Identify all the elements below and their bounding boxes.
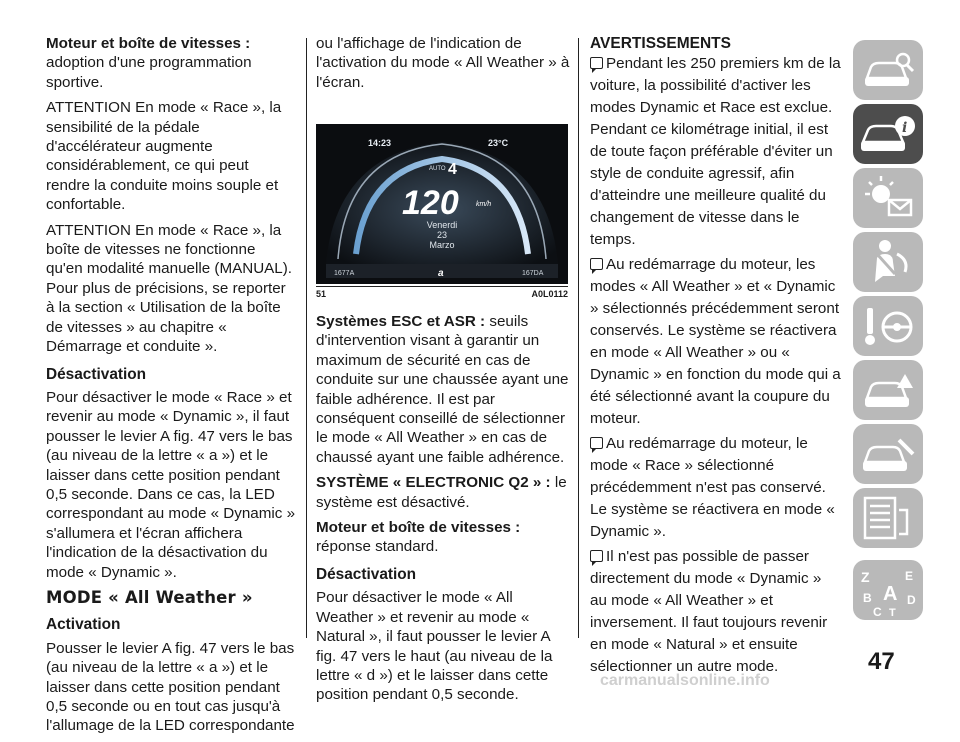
cluster-month: Marzo [429, 240, 455, 250]
svg-text:B: B [863, 591, 872, 605]
cluster-gear: 4 [448, 161, 457, 178]
cluster-odometer-right: 167DA [522, 270, 544, 277]
watermark: carmanualsonline.info [600, 672, 770, 689]
sidebar-tab-seatbelt-airbag[interactable] [853, 232, 923, 292]
svg-text:C: C [873, 605, 882, 619]
column-right [590, 34, 842, 681]
paragraph: adoption d'une programmation sportive. [46, 54, 252, 91]
car-search-icon [853, 40, 923, 100]
svg-text:E: E [905, 569, 914, 583]
alphabetical-index-icon [853, 560, 923, 620]
electronic-q2-text: le système est désactivé. [316, 474, 567, 511]
paragraph-esc [316, 312, 570, 467]
warning-lights-icon [853, 168, 923, 228]
cluster-time: 14:23 [368, 138, 392, 148]
warning-item: Au redémarrage du moteur, les modes « All Weather » et « Dynamic » sélectionnés précédemment seront conservés. Le système se réactivera en mode « All Weather » ou « Dynamic » en fonction du mode qui a été sélectionné avant la coupure du moteur. [590, 256, 841, 428]
sidebar-tab-key-steering[interactable] [853, 296, 923, 356]
sidebar-tab-specifications[interactable] [853, 488, 923, 548]
svg-text:Z: Z [861, 569, 870, 585]
figure-number: 51 [316, 289, 327, 299]
esc-text: seuils d'intervention visant à garantir un maximum de sécurité en cas de conduite sur une chaussée ayant une faible adhérence. Il est par conséquent conseillé de sélectionner le mode « All Weather » en cas de chaussé ayant une faible adhérence. [316, 313, 569, 466]
svg-text:A: A [883, 583, 898, 605]
paragraph: ATTENTION En mode « Race », la boîte de vitesses ne fonctionne qu'en modalité manuelle (MANUAL). Pour plus de précisions, se reporter à la section « Utilisation de la boîte de vitesses » au chapitre « Démarrage et conduite ». [46, 221, 293, 356]
warnings-title: AVERTISSEMENTS [590, 35, 731, 52]
instrument-cluster-image [316, 124, 568, 284]
warning-item: Il n'est pas possible de passer directement du mode « Dynamic » au mode « All Weather » et inversement. Il faut toujours revenir en mode « Natural » et ensuite sélectionner un autre mode. [590, 548, 828, 676]
car-info-icon [853, 104, 923, 164]
svg-text:T: T [889, 607, 896, 619]
cluster-gear-mode: AUTO [429, 166, 446, 172]
warning-bullet-icon [590, 258, 603, 270]
heading-deactivation: Désactivation [316, 565, 417, 583]
electronic-q2-label: SYSTÈME « ELECTRONIC Q2 » : [316, 474, 551, 492]
warning-bullet-icon [590, 437, 603, 449]
column-middle [316, 34, 570, 98]
warning-bullet-icon [590, 57, 603, 69]
paragraph: réponse standard. [316, 538, 439, 556]
heading-engine-gearbox: Moteur et boîte de vitesses : [46, 35, 251, 52]
car-maintenance-icon [853, 424, 923, 484]
page-number: 47 [868, 648, 895, 675]
sidebar-tab-car-search[interactable] [853, 40, 923, 100]
cluster-temperature: 23°C [488, 138, 509, 148]
cluster-mode-letter: a [438, 268, 444, 279]
section-title-all-weather: MODE « All Weather » [46, 587, 253, 607]
seatbelt-airbag-icon [853, 232, 923, 292]
column-middle-lower [316, 312, 570, 711]
column-divider [306, 38, 307, 638]
car-emergency-icon [853, 360, 923, 420]
figure-caption [316, 286, 568, 301]
paragraph: Pour désactiver le mode « Race » et revenir au mode « Dynamic », il faut pousser le levier A fig. 47 vers le bas (au niveau de la lettre « a ») et le laisser dans cette position pendant 0,5 seconde. Dans ce cas, la LED correspondant au mode « Dynamic » s'allumera et l'écran affichera l'indication de la désactivation du mode « Dynamic ». [46, 388, 296, 581]
heading-activation: Activation [46, 616, 121, 634]
sidebar-tab-warning-lights[interactable] [853, 168, 923, 228]
cluster-speed: 120 [402, 184, 459, 222]
heading-deactivation: Désactivation [46, 365, 147, 383]
svg-text:D: D [907, 593, 916, 607]
instrument-cluster-figure [316, 124, 568, 284]
svg-text:i: i [902, 120, 908, 136]
heading-engine-gearbox: Moteur et boîte de vitesses : [316, 519, 521, 537]
paragraph: Pour désactiver le mode « All Weather » et revenir au mode « Natural », il faut pousser le levier A fig. 47 vers le haut (au niveau de la lettre « d ») et le laisser dans cette position pendant 0,5 seconde. [316, 589, 553, 704]
cluster-speed-unit: km/h [476, 201, 492, 208]
sidebar-tab-car-emergency[interactable] [853, 360, 923, 420]
cluster-date: 23 [436, 230, 448, 240]
warning-bullet-icon [590, 550, 603, 562]
esc-label: Systèmes ESC et ASR : [316, 313, 486, 330]
paragraph-electronic-q2 [316, 473, 570, 512]
warning-item: Pendant les 250 premiers km de la voiture, la possibilité d'activer les modes Dynamic et Race est exclue. Pendant ce kilométrage initial, il est de toute façon préférable d'éviter un style de conduite agressif, afin d'atteindre une meilleure qualité du changement de vitesse dans le temps. [590, 55, 841, 249]
sidebar-tab-car-info[interactable] [853, 104, 923, 164]
sidebar-tab-car-maintenance[interactable] [853, 424, 923, 484]
key-steering-wheel-icon [853, 296, 923, 356]
column-divider [578, 38, 579, 638]
paragraph: Pousser le levier A fig. 47 vers le bas (au niveau de la lettre « a ») et le laisser dans cette position pendant 0,5 seconde ou en tout cas jusqu'à l'allumage de la LED correspondante [46, 639, 295, 735]
paragraph: ATTENTION En mode « Race », la sensibilité de la pédale d'accélérateur augmente considérablement, ce qui peut rendre la conduite moins souple et confortable. [46, 99, 282, 214]
sidebar-tab-alphabetical-index[interactable] [853, 560, 923, 620]
paragraph: ou l'affichage de l'indication de l'activation du mode « All Weather » à l'écran. [316, 35, 570, 91]
warning-item: Au redémarrage du moteur, le mode « Race » sélectionné précédemment n'est pas conservé. Le système se réactivera en mode « Dynamic ». [590, 435, 835, 541]
specifications-list-icon [853, 488, 923, 548]
cluster-odometer-left: 1677A [334, 270, 355, 277]
column-left [46, 34, 296, 742]
cluster-day: Venerdi [426, 220, 458, 230]
figure-code: A0L0112 [531, 289, 568, 299]
